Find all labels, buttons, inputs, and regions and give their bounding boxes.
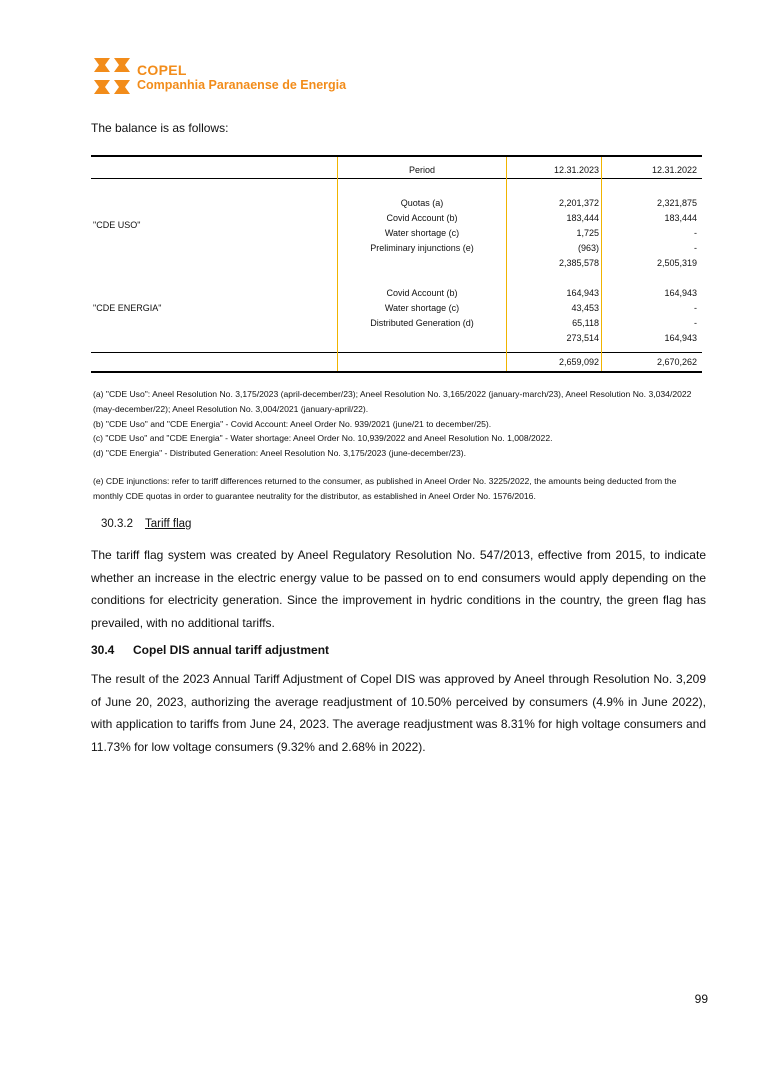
footnote: (b) "CDE Uso" and "CDE Energia" - Covid Account: Aneel Order No. 939/2021 (june/21 to december/25). — [93, 418, 492, 429]
subsection-heading — [101, 518, 191, 530]
footnote: (c) "CDE Uso" and "CDE Energia" - Water shortage: Aneel Order No. 10,939/2022 and Aneel Resolution No. 1,008/2022. — [93, 433, 553, 444]
row-label: Quotas (a) — [400, 198, 444, 208]
row-label: Water shortage (c) — [384, 303, 460, 313]
company-short-name: COPEL — [137, 62, 187, 78]
row-label: Covid Account (b) — [386, 288, 458, 298]
row-label: Distributed Generation (d) — [370, 318, 474, 328]
group-label-cde-energia: "CDE ENERGIA" — [93, 303, 162, 313]
total-2023: 2,659,092 — [558, 357, 599, 367]
balance-table — [91, 155, 702, 373]
row-value-2022: 183,444 — [664, 213, 697, 223]
section-number: 30.4 — [91, 643, 115, 657]
table-bottom-rule — [91, 371, 702, 373]
row-value-2023: 1,725 — [576, 228, 599, 238]
section-heading — [91, 643, 329, 657]
footnote: (a) "CDE Uso": Aneel Resolution No. 3,175/2023 (april-december/23); Aneel Resolution No. 3,165/2022 (january-march/23), Aneel Resolution No. 3,034/2022 (may-december/22); Aneel Resolution No. 3,004/2021 (january-april/22). — [93, 389, 692, 414]
table-top-rule — [91, 155, 702, 157]
subtotal-2022: 164,943 — [664, 333, 697, 343]
section-title: Copel DIS annual tariff adjustment — [133, 643, 330, 657]
row-value-2023: 164,943 — [566, 288, 599, 298]
subtotal-2022: 2,505,319 — [656, 258, 697, 268]
col-header-2022: 12.31.2022 — [651, 165, 697, 175]
subtotal-2023: 273,514 — [566, 333, 599, 343]
subtotal-2023: 2,385,578 — [558, 258, 599, 268]
paragraph-tariff-adjustment: The result of the 2023 Annual Tariff Adjustment of Copel DIS was approved by Aneel through Resolution No. 3,209 of June 20, 2023, authorizing the average readjustment of 10.50% perceived by consumers (4.9% in June 2022), with application to tariffs from June 24, 2023. The average readjustment was 8.31% for high voltage consumers and 11.73% for low voltage consumers (9.32% and 2.68% in 2022). — [91, 672, 706, 754]
row-value-2023: 183,444 — [566, 213, 599, 223]
footnote: (d) "CDE Energia" - Distributed Generation: Aneel Resolution No. 3,175/2023 (june-december/23). — [93, 448, 466, 459]
subsection-title: Tariff flag — [144, 518, 192, 530]
paragraph-tariff-flag: The tariff flag system was created by Aneel Regulatory Resolution No. 547/2013, effective from 2015, to indicate whether an increase in the electric energy value to be passed on to end consumers would apply depending on the conditions for electricity generation. Since the improvement in hydric conditions in the country, the green flag has prevailed, with no additional tariffs. — [91, 548, 706, 630]
row-label: Water shortage (c) — [384, 228, 460, 238]
total-2022: 2,670,262 — [656, 357, 697, 367]
table-divider — [337, 157, 338, 371]
copel-logo-icon — [92, 58, 132, 96]
row-value-2022: - — [694, 228, 697, 238]
group-label-cde-uso: "CDE USO" — [93, 220, 141, 230]
intro-text: The balance is as follows: — [91, 121, 229, 135]
footnote-e: (e) CDE injunctions: refer to tariff differences returned to the consumer, as published in Aneel Order No. 3225/2022, the amounts being deducted from the monthly CDE quotas in order to guarantee neutrality for the distributor, as established in Aneel Order No. 1576/2016. — [93, 476, 677, 501]
table-total-rule — [91, 352, 702, 353]
table-header-rule — [91, 178, 702, 179]
row-value-2022: - — [694, 303, 697, 313]
col-header-period: Period — [408, 165, 435, 175]
row-value-2022: 2,321,875 — [656, 198, 697, 208]
row-value-2023: 43,453 — [571, 303, 599, 313]
row-value-2022: - — [694, 243, 697, 253]
table-footnotes — [93, 387, 705, 461]
row-value-2023: 65,118 — [572, 318, 599, 328]
row-value-2023: (963) — [577, 243, 599, 253]
row-label: Covid Account (b) — [386, 213, 458, 223]
subsection-number: 30.3.2 — [101, 518, 133, 530]
col-header-2023: 12.31.2023 — [553, 165, 599, 175]
company-full-name: Companhia Paranaense de Energia — [137, 78, 347, 92]
row-label: Preliminary injunctions (e) — [370, 243, 474, 253]
row-value-2023: 2,201,372 — [558, 198, 599, 208]
row-value-2022: - — [694, 318, 697, 328]
page-number: 99 — [694, 992, 708, 1006]
row-value-2022: 164,943 — [664, 288, 697, 298]
brand-text — [137, 63, 346, 93]
